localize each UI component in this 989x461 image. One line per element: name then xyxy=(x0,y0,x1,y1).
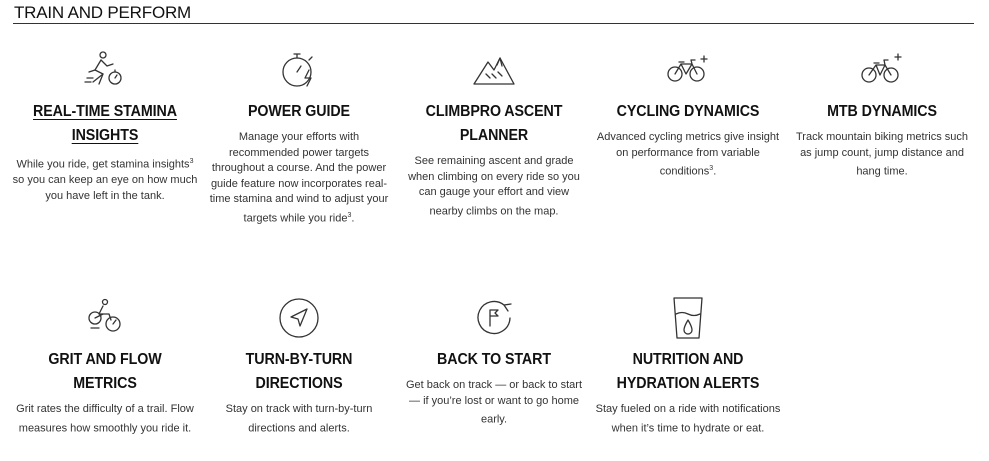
feature-title: CLIMBPRO ASCENT PLANNER xyxy=(425,103,563,144)
feature-title: NUTRITION AND HYDRATION ALERTS xyxy=(616,351,760,392)
road-bike-plus-icon xyxy=(593,48,783,92)
feature-climbpro xyxy=(399,48,589,220)
mountain-icon xyxy=(399,48,589,92)
feature-nutrition-hydration xyxy=(593,296,783,437)
feature-title: GRIT AND FLOW METRICS xyxy=(48,351,162,392)
feature-description: Grit rates the difficulty of a trail. Flow measures how smoothly you ride it. xyxy=(16,403,194,435)
feature-title[interactable]: REAL-TIME STAMINA INSIGHTS xyxy=(33,103,177,144)
section-divider xyxy=(13,23,974,24)
feature-title: MTB DYNAMICS xyxy=(827,103,937,120)
section-title: TRAIN AND PERFORM xyxy=(14,3,192,22)
feature-title: BACK TO START xyxy=(437,351,551,368)
feature-back-to-start xyxy=(399,296,589,428)
feature-description: Track mountain biking metrics such as jump count, jump distance and hang time. xyxy=(796,131,968,178)
feature-title: POWER GUIDE xyxy=(247,103,350,120)
feature-turn-by-turn xyxy=(204,296,394,437)
stopwatch-bolt-icon xyxy=(204,48,394,92)
navigation-arrow-icon xyxy=(204,296,394,340)
feature-mtb-dynamics xyxy=(787,48,977,180)
feature-description: Stay on track with turn-by-turn directions and alerts. xyxy=(225,403,373,435)
cup-drop-icon xyxy=(593,296,783,340)
runner-stopwatch-icon xyxy=(10,48,200,92)
feature-description: See remaining ascent and grade when climbing on every ride so you can gauge your effort and view nearby climbs on the map. xyxy=(408,155,580,218)
feature-cycling-dynamics xyxy=(593,48,783,180)
feature-real-time-stamina xyxy=(10,48,200,204)
feature-description: Stay fueled on a ride with notifications when it’s time to hydrate or eat. xyxy=(595,403,781,435)
feature-title: CYCLING DYNAMICS xyxy=(616,103,760,120)
feature-title: TURN-BY-TURN DIRECTIONS xyxy=(245,351,353,392)
feature-description: While you ride, get stamina insights$^3$ so you can keep an eye on how much you have left in the tank. xyxy=(12,158,198,202)
feature-grit-and-flow xyxy=(10,296,200,437)
feature-description: Advanced cycling metrics give insight on performance from variable conditions$^3$. xyxy=(596,131,780,178)
feature-description: Manage your efforts with recommended power targets throughout a course. And the power guide feature now incorporates real-time stamina and wind to adjust your targets while you ride$^3$. xyxy=(209,131,389,225)
rider-gauge-icon xyxy=(10,296,200,340)
feature-power-guide xyxy=(204,48,394,227)
feature-description: Get back on track — or back to start — if you’re lost or want to go home early. xyxy=(405,379,583,426)
mountain-bike-plus-icon xyxy=(787,48,977,92)
return-flag-icon xyxy=(399,296,589,340)
